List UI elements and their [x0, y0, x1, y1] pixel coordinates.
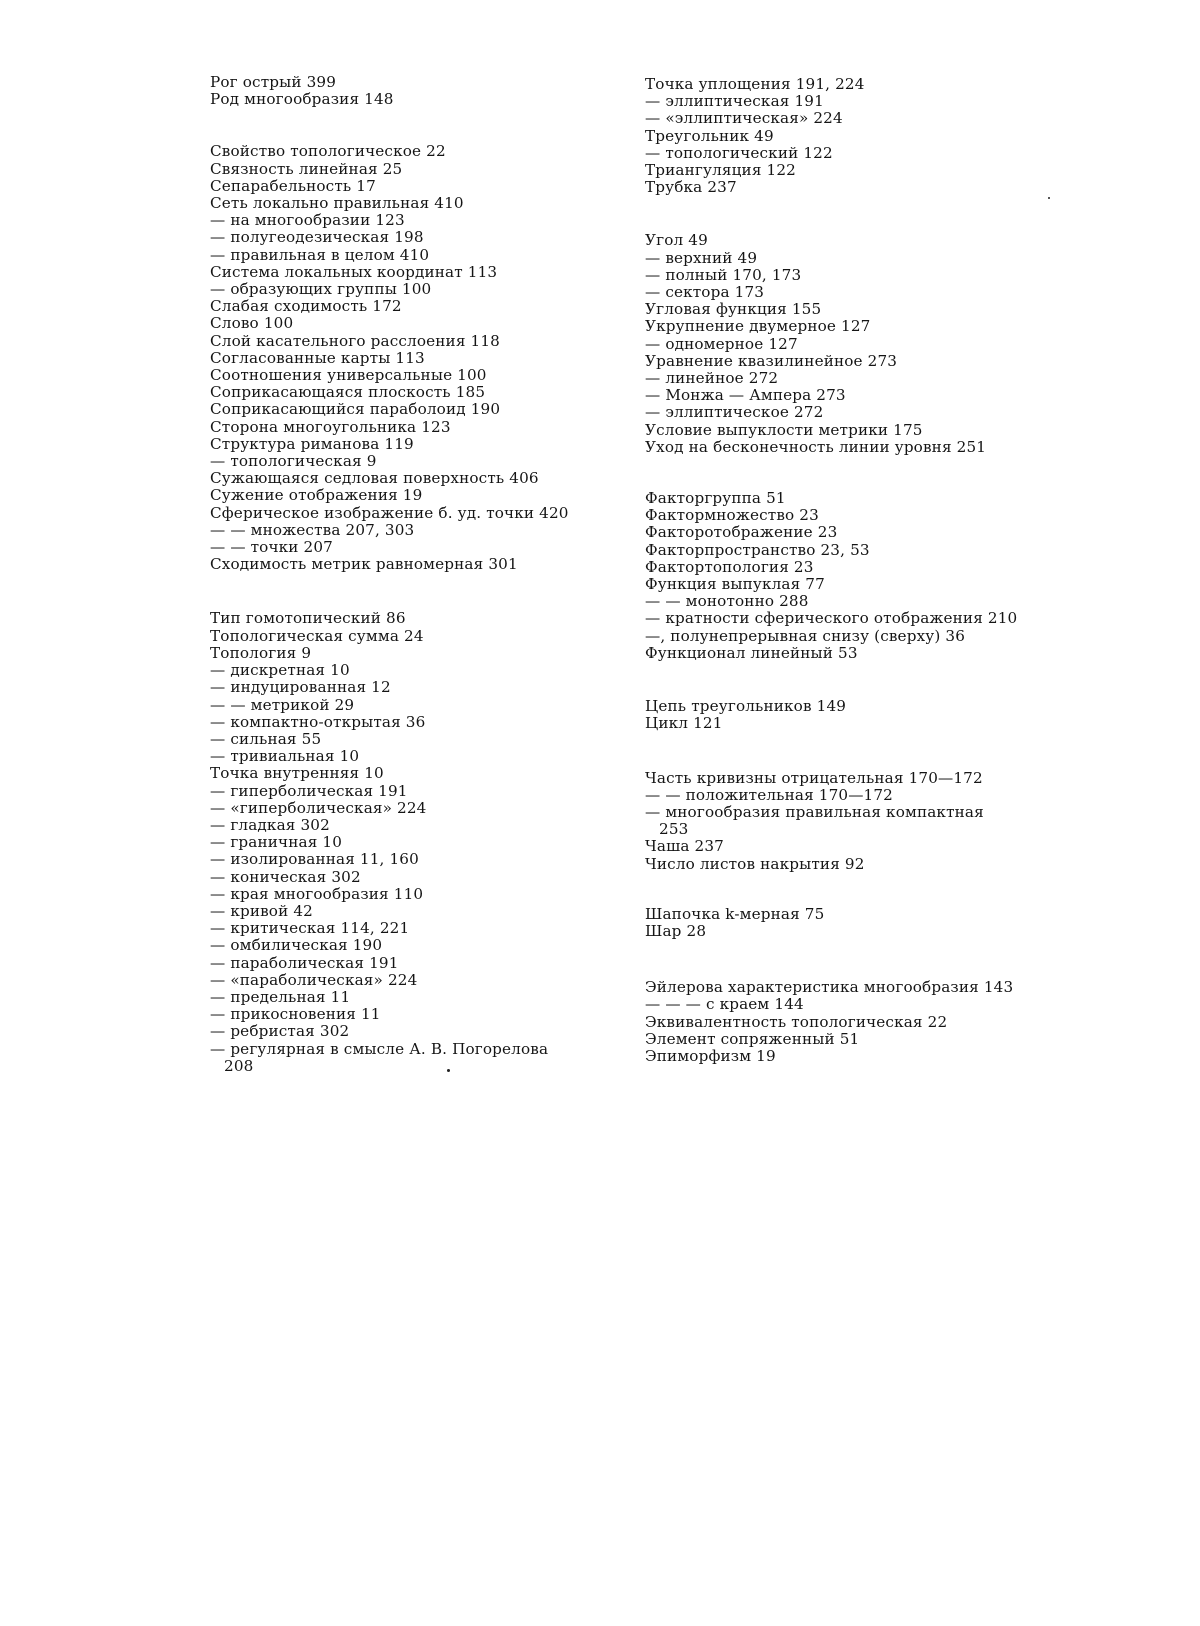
index-entry: Сеть локально правильная 410: [210, 194, 464, 213]
print-speck: [447, 1069, 450, 1072]
index-entry: Факторпространство 23, 53: [645, 540, 870, 559]
index-group: [645, 906, 1065, 940]
index-entry: — топологический 122: [645, 143, 833, 162]
index-entry: Сферическое изображение б. уд. точки 420: [210, 503, 569, 522]
index-group: [645, 76, 1065, 196]
index-right-column: [645, 76, 1065, 1065]
index-entry: Цепь треугольников 149: [645, 697, 847, 716]
index-entry: — — — с краем 144: [645, 995, 804, 1014]
index-entry: Чаша 237: [645, 837, 724, 856]
index-entry: — коническая 302: [210, 867, 361, 886]
index-entry: Угловая функция 155: [645, 300, 822, 319]
index-entry: Шар 28: [645, 921, 707, 940]
index-entry: Уход на бесконечность линии уровня 251: [645, 437, 987, 456]
index-entry: — полный 170, 173: [645, 265, 802, 284]
index-entry: — линейное 272: [645, 369, 779, 388]
index-entry: — правильная в целом 410: [210, 245, 430, 264]
index-entry: — «гиперболическая» 224: [210, 798, 427, 817]
index-entry: — кратности сферического отображения 210: [645, 609, 1018, 628]
index-entry: Фактортопология 23: [645, 557, 814, 576]
index-entry: — прикосновения 11: [210, 1005, 381, 1024]
index-entry: Рог острый 399: [210, 73, 337, 91]
index-entry: Слово 100: [210, 314, 294, 333]
index-entry: — кривой 42: [210, 901, 313, 920]
index-entry: Уравнение квазилинейное 273: [645, 351, 898, 370]
index-entry: Эпиморфизм 19: [645, 1046, 776, 1065]
index-entry: — топологическая 9: [210, 452, 377, 471]
index-group: [645, 770, 1065, 873]
index-entry: — многообразия правильная компактная: [645, 802, 984, 821]
index-group: [645, 490, 1065, 662]
print-speck: [1048, 197, 1050, 199]
index-entry: — сильная 55: [210, 729, 322, 748]
index-entry: — — точки 207: [210, 538, 333, 557]
index-entry: Связность линейная 25: [210, 159, 403, 178]
index-entry: — ребристая 302: [210, 1022, 350, 1041]
index-entry: Система локальных координат 113: [210, 262, 498, 281]
index-entry: Свойство топологическое 22: [210, 142, 446, 161]
index-entry: — компактно-открытая 36: [210, 712, 426, 731]
index-entry: — регулярная в смысле А. В. Погорелова: [210, 1039, 549, 1058]
index-group: [210, 610, 630, 1074]
index-entry: Угол 49: [645, 231, 708, 250]
index-entry: — сектора 173: [645, 283, 765, 302]
index-entry: Сходимость метрик равномерная 301: [210, 555, 518, 574]
index-entry: — омбилическая 190: [210, 936, 383, 955]
index-entry: Топология 9: [210, 643, 312, 662]
index-entry: Условие выпуклости метрики 175: [645, 420, 923, 439]
index-entry: — верхний 49: [645, 248, 758, 267]
index-entry: — — множества 207, 303: [210, 520, 415, 539]
index-entry: Соотношения универсальные 100: [210, 366, 487, 385]
index-entry: Топологическая сумма 24: [210, 626, 424, 645]
index-entry: Согласованные карты 113: [210, 348, 425, 367]
index-entry: — параболическая 191: [210, 953, 399, 972]
index-entry: —, полунепрерывная снизу (сверху) 36: [645, 626, 966, 645]
index-entry: — тривиальная 10: [210, 747, 360, 766]
index-entry: Фактормножество 23: [645, 506, 819, 525]
index-entry: Род многообразия 148: [210, 90, 394, 109]
index-entry: — дискретная 10: [210, 661, 350, 680]
index-entry: Эйлерова характеристика многообразия 143: [645, 978, 1014, 997]
index-entry: — гиперболическая 191: [210, 781, 408, 800]
index-entry: Число листов накрытия 92: [645, 854, 865, 873]
index-entry: — Монжа — Ампера 273: [645, 386, 846, 405]
index-entry: Сепарабельность 17: [210, 176, 376, 195]
index-entry: Соприкасающийся параболоид 190: [210, 400, 501, 419]
index-entry: — изолированная 11, 160: [210, 850, 419, 869]
index-group: [645, 979, 1065, 1065]
index-entry: — граничная 10: [210, 833, 343, 852]
index-entry: Тип гомотопический 86: [210, 609, 406, 628]
index-entry: Укрупнение двумерное 127: [645, 317, 871, 336]
index-entry: Часть кривизны отрицательная 170—172: [645, 768, 983, 787]
index-entry: Триангуляция 122: [645, 161, 796, 180]
index-entry: 253: [659, 820, 689, 839]
index-entry: — — положительная 170—172: [645, 785, 893, 804]
index-entry: 208: [224, 1056, 254, 1075]
index-left-column: [210, 74, 630, 1075]
index-entry: — эллиптическое 272: [645, 403, 824, 422]
index-entry: Соприкасающаяся плоскость 185: [210, 383, 486, 402]
index-entry: Сторона многоугольника 123: [210, 417, 451, 436]
index-entry: Функционал линейный 53: [645, 643, 858, 662]
index-group: [645, 232, 1065, 456]
index-entry: Слабая сходимость 172: [210, 297, 402, 316]
index-entry: — гладкая 302: [210, 815, 330, 834]
index-entry: — критическая 114, 221: [210, 919, 410, 938]
index-entry: Шапочка k-мерная 75: [645, 904, 825, 923]
index-group: [645, 698, 1065, 732]
index-entry: — индуцированная 12: [210, 678, 391, 697]
index-entry: — на многообразии 123: [210, 211, 405, 230]
index-group: [210, 143, 630, 573]
index-entry: Сужающаяся седловая поверхность 406: [210, 469, 539, 488]
index-entry: — «эллиптическая» 224: [645, 109, 843, 128]
index-entry: — — метрикой 29: [210, 695, 355, 714]
index-entry: Треугольник 49: [645, 126, 774, 145]
index-entry: Точка внутренняя 10: [210, 764, 384, 783]
index-entry: Элемент сопряженный 51: [645, 1029, 860, 1048]
index-entry: Функция выпуклая 77: [645, 575, 825, 594]
index-entry: Трубка 237: [645, 178, 737, 197]
index-entry: Цикл 121: [645, 714, 723, 733]
index-entry: — — монотонно 288: [645, 592, 809, 611]
index-entry: Точка уплощения 191, 224: [645, 75, 865, 93]
index-entry: — предельная 11: [210, 987, 351, 1006]
index-entry: — края многообразия 110: [210, 884, 424, 903]
index-entry: Структура риманова 119: [210, 434, 414, 453]
index-entry: Сужение отображения 19: [210, 486, 423, 505]
index-entry: Факторотображение 23: [645, 523, 838, 542]
index-entry: — полугеодезическая 198: [210, 228, 424, 247]
index-entry: — образующих группы 100: [210, 280, 432, 299]
index-entry: — «параболическая» 224: [210, 970, 418, 989]
index-entry: Эквивалентность топологическая 22: [645, 1012, 948, 1031]
index-entry: Факторгруппа 51: [645, 489, 786, 508]
index-entry: — одномерное 127: [645, 334, 798, 353]
index-entry: Слой касательного расслоения 118: [210, 331, 500, 350]
index-group: [210, 74, 630, 108]
index-entry: — эллиптическая 191: [645, 92, 824, 111]
